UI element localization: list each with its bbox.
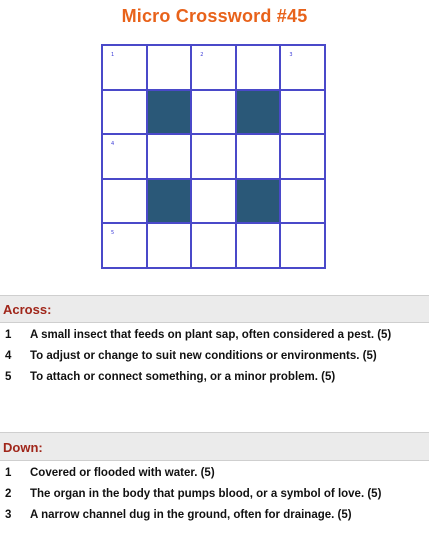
clue-number: 5	[5, 371, 12, 383]
grid-cell[interactable]	[236, 45, 281, 90]
grid-cell[interactable]	[236, 134, 281, 179]
grid-cell[interactable]	[236, 223, 281, 268]
down-clue-1[interactable]	[0, 464, 429, 482]
grid-cell[interactable]	[102, 134, 147, 179]
clue-text: A small insect that feeds on plant sap, often considered a pest. (5)	[30, 329, 392, 341]
grid-block-cell	[147, 90, 192, 135]
grid-cell[interactable]	[280, 179, 325, 224]
clue-text: To adjust or change to suit new conditions or environments. (5)	[30, 350, 377, 362]
down-clue-3[interactable]	[0, 506, 429, 524]
grid-cell[interactable]	[191, 134, 236, 179]
clue-text: To attach or connect something, or a minor problem. (5)	[30, 371, 336, 383]
down-clue-2[interactable]	[0, 485, 429, 503]
grid-block-cell	[147, 179, 192, 224]
grid-cell[interactable]	[280, 223, 325, 268]
clue-number-label: 2	[200, 52, 204, 58]
clue-number-label: 1	[111, 52, 115, 58]
across-clue-1[interactable]	[0, 326, 429, 344]
clue-text: The organ in the body that pumps blood, or a symbol of love. (5)	[30, 488, 382, 500]
puzzle-title: Micro Crossword #45	[121, 6, 308, 26]
grid-block-cell	[236, 179, 281, 224]
grid-cell[interactable]	[191, 223, 236, 268]
clue-number-label: 4	[111, 141, 115, 148]
clue-number-label: 3	[289, 52, 293, 58]
grid-cell[interactable]	[280, 90, 325, 135]
down-clue-list	[0, 464, 429, 527]
grid-cell[interactable]	[147, 45, 192, 90]
grid-cell[interactable]	[147, 223, 192, 268]
grid-cell[interactable]	[102, 45, 147, 90]
clue-text: A narrow channel dug in the ground, often for drainage. (5)	[30, 509, 352, 521]
grid-cell[interactable]	[102, 179, 147, 224]
across-heading: Across:	[0, 295, 429, 323]
down-heading: Down:	[0, 432, 429, 461]
grid-cell[interactable]	[280, 45, 325, 90]
grid-cell[interactable]	[147, 134, 192, 179]
grid-cell[interactable]	[191, 179, 236, 224]
grid-cell[interactable]	[191, 90, 236, 135]
clue-number-label: 5	[111, 230, 115, 237]
grid-block-cell	[236, 90, 281, 135]
clue-number: 1	[5, 467, 12, 479]
clue-number: 1	[5, 329, 12, 341]
grid-cell[interactable]	[191, 45, 236, 90]
clue-number: 4	[5, 350, 12, 362]
across-clue-5[interactable]	[0, 368, 429, 386]
across-clue-4[interactable]	[0, 347, 429, 365]
clue-text: Covered or flooded with water. (5)	[30, 467, 215, 479]
grid-cell[interactable]	[102, 90, 147, 135]
across-clue-list	[0, 326, 429, 389]
grid-cell[interactable]	[102, 223, 147, 268]
grid-cell[interactable]	[280, 134, 325, 179]
crossword-grid	[101, 44, 326, 269]
clue-number: 3	[5, 509, 12, 521]
clue-number: 2	[5, 488, 12, 500]
